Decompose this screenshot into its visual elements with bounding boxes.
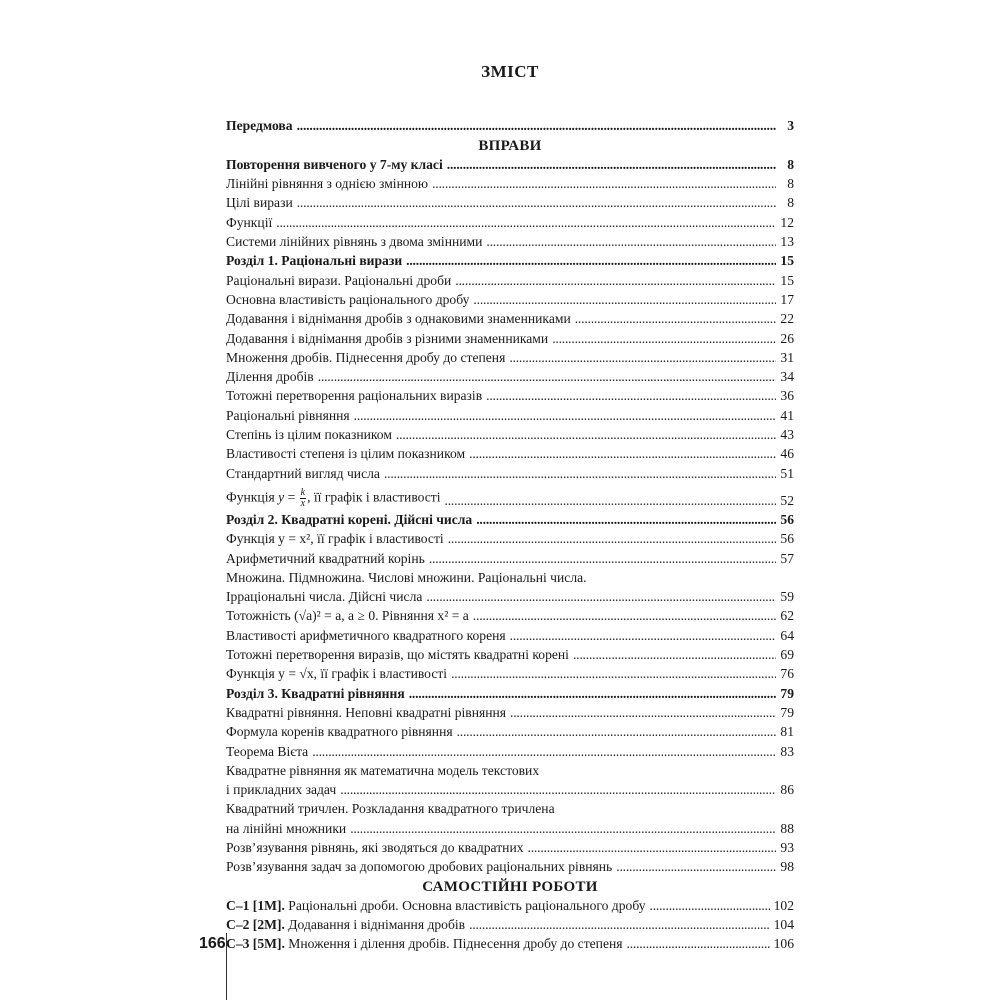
formula-var: y: [278, 489, 285, 505]
leader-dots: [509, 350, 776, 366]
toc-entry: [226, 856, 794, 875]
entry-title: Розв’язування задач за допомогою дробових раціональних рівнянь: [226, 859, 613, 875]
entry-title: Теорема Вієта: [226, 743, 309, 759]
leader-dots: [528, 840, 776, 856]
toc-entry-text: [226, 782, 336, 798]
toc-page-number: 59: [780, 589, 794, 605]
leader-dots: [406, 253, 776, 269]
toc-entry-text: [226, 215, 272, 231]
toc-entry: [226, 624, 794, 643]
toc-page-number: 93: [780, 839, 794, 855]
toc-entry-text: [226, 666, 447, 682]
entry-label: С–3 [5М].: [226, 936, 285, 952]
leader-dots: [510, 628, 776, 644]
entry-title: Квадратні рівняння. Неповні квадратні рівняння: [226, 704, 507, 720]
entry-title: Розділ 3. Квадратні рівняння: [226, 685, 405, 701]
entry-title: Степінь із цілим показником: [226, 427, 392, 443]
entry-title: Ділення дробів: [226, 369, 314, 385]
leader-dots: [486, 234, 776, 250]
toc-entry-text: [226, 388, 482, 404]
leader-dots: [650, 898, 770, 914]
entry-title: і прикладних задач: [226, 782, 337, 798]
toc-page-number: 64: [780, 627, 794, 643]
toc-page-number: 57: [780, 550, 794, 566]
toc-entry: [226, 211, 794, 230]
entry-title: Розділ 1. Раціональні вирази: [226, 253, 403, 269]
entry-title: на лінійні множники: [226, 820, 347, 836]
toc-entry-text: [226, 350, 505, 366]
leader-dots: [297, 195, 776, 211]
entry-title: Стандартний вигляд числа: [226, 465, 380, 481]
toc-entry: [226, 231, 794, 250]
formula-eq: =: [284, 489, 299, 505]
entry-title: Розділ 2. Квадратні корені. Дійсні числа: [226, 511, 473, 527]
entry-title: Ірраціональні числа. Дійсні числа: [226, 589, 423, 605]
leader-dots: [312, 744, 776, 760]
entry-label: С–1 [1М].: [226, 897, 285, 913]
toc-entry-text: [226, 531, 444, 547]
leader-dots: [447, 157, 776, 173]
leader-dots: [552, 331, 776, 347]
toc-page-number: 76: [780, 666, 794, 682]
toc-entry-text: [226, 608, 469, 624]
toc-entry: [226, 385, 794, 404]
leader-dots: [445, 493, 776, 509]
entry-title: Повторення вивченого у 7-му класі: [226, 156, 443, 172]
toc-entry-text: [226, 898, 646, 914]
toc-entry-text: [226, 273, 451, 289]
toc-entry-text: [226, 292, 469, 308]
toc-entry: [226, 482, 794, 509]
toc-entry-line: [226, 760, 794, 779]
entry-title: Раціональні дроби. Основна властивість раціонального дробу: [284, 897, 646, 913]
toc-entry-text: [226, 331, 548, 347]
toc-entry-text: [226, 744, 308, 760]
toc-entry-text: [226, 859, 612, 875]
toc-entry-text: [226, 118, 293, 134]
entry-title: Властивості степеня із цілим показником: [226, 446, 466, 462]
leader-dots: [469, 446, 776, 462]
toc-entry-text: [226, 724, 453, 740]
toc-entry-text: [226, 369, 314, 385]
toc-page-number: 46: [780, 446, 794, 462]
toc-page-number: 15: [780, 272, 794, 288]
toc-page-number: 104: [773, 917, 794, 933]
toc-entry: [226, 509, 794, 528]
toc-entry: [226, 308, 794, 327]
toc-page-number: 51: [780, 465, 794, 481]
toc-section-heading: [226, 134, 794, 153]
leader-dots: [318, 369, 776, 385]
leader-dots: [451, 666, 776, 682]
toc-entry: [226, 933, 794, 952]
toc-entry: [226, 817, 794, 836]
toc-page-number: 69: [780, 647, 794, 663]
toc-entry: [226, 914, 794, 933]
toc-entry-text: [226, 253, 402, 269]
toc-entry-line: [226, 567, 794, 586]
entry-title: Тотожні перетворення раціональних виразів: [226, 388, 483, 404]
toc-entry: [226, 250, 794, 269]
toc-entry-text: [226, 427, 392, 443]
toc-page-number: 106: [773, 936, 794, 952]
entry-label: С–2 [2М].: [226, 917, 285, 933]
entry-title: Множення дробів. Піднесення дробу до степеня: [226, 349, 506, 365]
toc-entry: [226, 289, 794, 308]
toc-section-heading: [226, 875, 794, 894]
entry-title: Тотожність (√a)² = a, a ≥ 0. Рівняння x² = a: [226, 608, 469, 624]
footer-rule: [226, 933, 227, 1000]
leader-dots: [396, 427, 776, 443]
toc-page-number: 41: [780, 407, 794, 423]
toc-page-number: 81: [780, 724, 794, 740]
toc-entry: [226, 424, 794, 443]
table-of-contents: [226, 115, 794, 952]
toc-entry: [226, 327, 794, 346]
toc-page-number: 86: [780, 782, 794, 798]
toc-page-number: 56: [780, 511, 794, 527]
toc-page-number: 13: [780, 234, 794, 250]
leader-dots: [429, 551, 776, 567]
entry-title: Додавання і віднімання дробів: [284, 917, 466, 933]
toc-entry-text: [226, 176, 428, 192]
leader-dots: [276, 215, 776, 231]
entry-suffix: , її графік і властивості: [307, 489, 441, 505]
toc-entry-text: [226, 551, 425, 567]
entry-title: Функція y = √x, її графік і властивості: [226, 666, 448, 682]
toc-entry-text: [226, 628, 506, 644]
entry-title: Основна властивість раціонального дробу: [226, 291, 470, 307]
toc-page-number: 43: [780, 427, 794, 443]
toc-page-number: 83: [780, 743, 794, 759]
toc-entry: [226, 644, 794, 663]
toc-entry-text: [226, 512, 472, 528]
toc-entry-text: [226, 157, 443, 173]
toc-entry: [226, 115, 794, 134]
toc-page-number: 22: [780, 311, 794, 327]
toc-entry: [226, 347, 794, 366]
toc-entry: [226, 895, 794, 914]
page-number: 166: [199, 935, 226, 952]
toc-entry-text: [226, 686, 405, 702]
toc-page-number: 31: [780, 349, 794, 365]
toc-entry-text: [226, 821, 346, 837]
toc-page-number: 79: [780, 685, 794, 701]
toc-entry: [226, 740, 794, 759]
toc-entry: [226, 269, 794, 288]
toc-entry: [226, 366, 794, 385]
leader-dots: [340, 782, 776, 798]
section-heading-text: ВПРАВИ: [478, 137, 542, 154]
toc-page-number: 52: [780, 492, 794, 508]
leader-dots: [469, 917, 770, 933]
leader-dots: [297, 118, 776, 134]
page-title: ЗМІСТ: [481, 62, 539, 81]
toc-page-number: 88: [780, 820, 794, 836]
toc-entry-text: [226, 408, 350, 424]
toc-entry-text: [226, 446, 465, 462]
toc-entry-text: [226, 840, 524, 856]
entry-title: Раціональні вирази. Раціональні дроби: [226, 272, 452, 288]
leader-dots: [616, 859, 776, 875]
toc-page-number: 8: [787, 176, 794, 192]
toc-entry: [226, 154, 794, 173]
leader-dots: [486, 388, 776, 404]
toc-entry-text: [226, 234, 482, 250]
toc-entry: [226, 702, 794, 721]
entry-title: Розв’язування рівнянь, які зводяться до квадратних: [226, 839, 524, 855]
toc-page-number: 3: [787, 118, 794, 134]
toc-entry-text: Квадратний тричлен. Розкладання квадратного тричлена: [226, 801, 555, 817]
toc-entry-text: [226, 195, 293, 211]
toc-page-number: 26: [780, 330, 794, 346]
leader-dots: [432, 176, 776, 192]
toc-entry: [226, 173, 794, 192]
leader-dots: [457, 724, 776, 740]
toc-page: [226, 0, 794, 1000]
leader-dots: [573, 647, 776, 663]
toc-entry-text: [226, 311, 571, 327]
leader-dots: [384, 466, 776, 482]
leader-dots: [409, 686, 776, 702]
toc-page-number: 17: [780, 291, 794, 307]
entry-title: Раціональні рівняння: [226, 407, 350, 423]
entry-title: Множення і ділення дробів. Піднесення дробу до степеня: [284, 936, 623, 952]
toc-entry-text: Квадратне рівняння як математична модель текстових: [226, 762, 540, 778]
toc-entry: [226, 663, 794, 682]
toc-page-number: 34: [780, 369, 794, 385]
entry-title: Лінійні рівняння з однією змінною: [226, 176, 429, 192]
toc-entry-text: [226, 466, 380, 482]
entry-title: Додавання і віднімання дробів з різними знаменниками: [226, 330, 549, 346]
entry-title: Передмова: [226, 118, 293, 134]
leader-dots: [476, 512, 776, 528]
toc-page-number: 12: [780, 214, 794, 230]
toc-entry: [226, 443, 794, 462]
toc-entry-text: [226, 917, 465, 933]
toc-entry: [226, 779, 794, 798]
entry-title: Додавання і віднімання дробів з однаковими знаменниками: [226, 311, 571, 327]
toc-page-number: 15: [780, 253, 794, 269]
toc-entry-text: [226, 936, 623, 952]
entry-prefix: Функція: [226, 489, 279, 505]
toc-entry: [226, 605, 794, 624]
leader-dots: [627, 936, 770, 952]
toc-page-number: 102: [773, 897, 794, 913]
toc-entry: [226, 721, 794, 740]
toc-entry: [226, 404, 794, 423]
entry-title: Цілі вирази: [226, 195, 293, 211]
entry-title: Властивості арифметичного квадратного кореня: [226, 627, 506, 643]
entry-title: Функція y = x², її графік і властивості: [226, 531, 444, 547]
leader-dots: [354, 408, 776, 424]
leader-dots: [575, 311, 776, 327]
entry-title: Формула коренів квадратного рівняння: [226, 724, 453, 740]
toc-entry: [226, 547, 794, 566]
toc-entry: [226, 192, 794, 211]
toc-page-number: 36: [780, 388, 794, 404]
toc-page-number: 8: [787, 195, 794, 211]
entry-title: Арифметичний квадратний корінь: [226, 550, 425, 566]
leader-dots: [455, 273, 776, 289]
toc-entry: [226, 682, 794, 701]
toc-entry-text: [226, 488, 441, 509]
section-heading-text: САМОСТІЙНІ РОБОТИ: [422, 878, 598, 895]
toc-entry: [226, 837, 794, 856]
toc-page-number: 8: [787, 156, 794, 172]
fraction-denominator: x: [300, 497, 306, 509]
toc-page-number: 98: [780, 859, 794, 875]
entry-title: Тотожні перетворення виразів, що містять квадратні корені: [226, 647, 569, 663]
entry-title: Функції: [226, 214, 273, 230]
toc-entry: [226, 586, 794, 605]
entry-title: Системи лінійних рівнянь з двома змінними: [226, 234, 483, 250]
leader-dots: [448, 531, 776, 547]
toc-entry: [226, 462, 794, 481]
toc-entry-text: [226, 589, 422, 605]
leader-dots: [473, 292, 776, 308]
fraction: [300, 488, 306, 509]
leader-dots: [350, 821, 776, 837]
toc-page-number: 79: [780, 704, 794, 720]
toc-page-number: 62: [780, 608, 794, 624]
fraction-numerator: k: [300, 486, 306, 498]
leader-dots: [510, 705, 776, 721]
toc-entry-text: Множина. Підмножина. Числові множини. Раціональні числа.: [226, 569, 587, 585]
toc-entry-text: [226, 705, 506, 721]
toc-entry: [226, 528, 794, 547]
leader-dots: [426, 589, 776, 605]
toc-entry-text: [226, 647, 569, 663]
toc-entry-line: [226, 798, 794, 817]
leader-dots: [473, 608, 776, 624]
toc-page-number: 56: [780, 531, 794, 547]
